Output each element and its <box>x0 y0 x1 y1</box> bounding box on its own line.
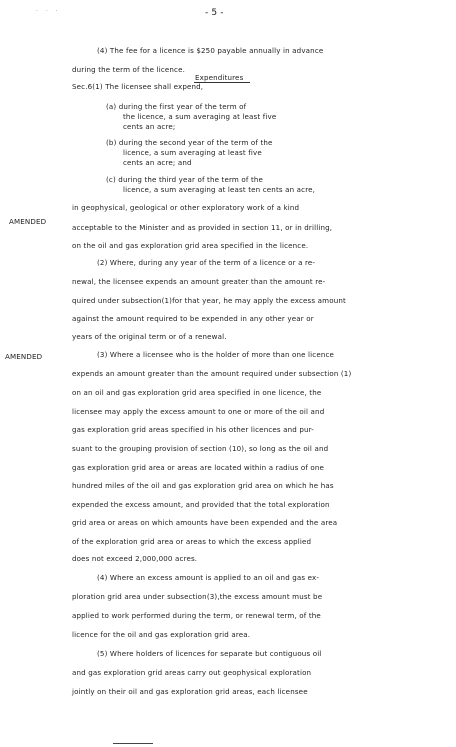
paragraph-line: during the term of the licence. <box>72 65 185 74</box>
list-item-line: the licence, a sum averaging at least five <box>123 112 277 121</box>
paragraph-line: (5) Where holders of licences for separate but contiguous oil <box>97 649 322 658</box>
section-heading: Expenditures <box>195 73 244 82</box>
list-item-line: cents an acre; and <box>123 158 192 167</box>
paragraph-line: does not exceed 2,000,000 acres. <box>72 554 198 563</box>
paragraph-line: on the oil and gas exploration grid area specified in the licence. <box>72 241 309 250</box>
paragraph-line: newal, the licensee expends an amount greater than the amount re- <box>72 277 326 286</box>
paragraph-line: quired under subsection(1)for that year, he may apply the excess amount <box>72 296 346 305</box>
paragraph-line: gas exploration grid area or areas are located within a radius of one <box>72 463 325 472</box>
list-item-line: cents an acre; <box>123 122 176 131</box>
paragraph-line: licensee may apply the excess amount to one or more of the oil and <box>72 407 325 416</box>
margin-note: AMENDED <box>5 352 43 361</box>
paragraph-line: Sec.6(1) The licensee shall expend, <box>72 82 204 91</box>
paragraph-line: grid area or areas on which amounts have been expended and the area <box>72 518 338 527</box>
paragraph-line: on an oil and gas exploration grid area specified in one licence, the <box>72 388 322 397</box>
paragraph-line: and gas exploration grid areas carry out geophysical exploration <box>72 668 312 677</box>
paragraph-line: expended the excess amount, and provided that the total exploration <box>72 500 330 509</box>
paragraph-line: hundred miles of the oil and gas exploration grid area on which he has <box>72 481 334 490</box>
list-item-line: (b) during the second year of the term of the <box>106 138 273 147</box>
margin-note: AMENDED <box>9 217 47 226</box>
paragraph-line: acceptable to the Minister and as provided in section 11, or in drilling, <box>72 223 333 232</box>
paragraph-line: against the amount required to be expended in any other year or <box>72 314 314 323</box>
paragraph-line: (4) The fee for a licence is $250 payable annually in advance <box>97 46 324 55</box>
paragraph-line: years of the original term or of a renewal. <box>72 332 227 341</box>
paragraph-line: applied to work performed during the term, or renewal term, of the <box>72 611 321 620</box>
paragraph-line: licence for the oil and gas exploration grid area. <box>72 630 251 639</box>
scan-specks: · · · <box>36 8 61 15</box>
footnote-rule <box>113 743 153 744</box>
page-number: - 5 - <box>205 8 224 18</box>
list-item-line: (a) during the first year of the term of <box>106 102 247 111</box>
paragraph-line: ploration grid area under subsection(3),the excess amount must be <box>72 592 323 601</box>
paragraph-line: (2) Where, during any year of the term of a licence or a re- <box>97 258 316 267</box>
paragraph-line: gas exploration grid areas specified in his other licences and pur- <box>72 425 314 434</box>
paragraph-line: (4) Where an excess amount is applied to an oil and gas ex- <box>97 573 320 582</box>
paragraph-line: expends an amount greater than the amount required under subsection (1) <box>72 369 352 378</box>
list-item-line: licence, a sum averaging at least ten cents an acre, <box>123 185 316 194</box>
paragraph-line: (3) Where a licensee who is the holder of more than one licence <box>97 350 335 359</box>
paragraph-line: suant to the grouping provision of section (10), so long as the oil and <box>72 444 329 453</box>
paragraph-line: in geophysical, geological or other exploratory work of a kind <box>72 203 300 212</box>
list-item-line: licence, a sum averaging at least five <box>123 148 262 157</box>
paragraph-line: of the exploration grid area or areas to which the excess applied <box>72 537 312 546</box>
paragraph-line: jointly on their oil and gas exploration grid areas, each licensee <box>72 687 308 696</box>
list-item-line: (c) during the third year of the term of the <box>106 175 264 184</box>
